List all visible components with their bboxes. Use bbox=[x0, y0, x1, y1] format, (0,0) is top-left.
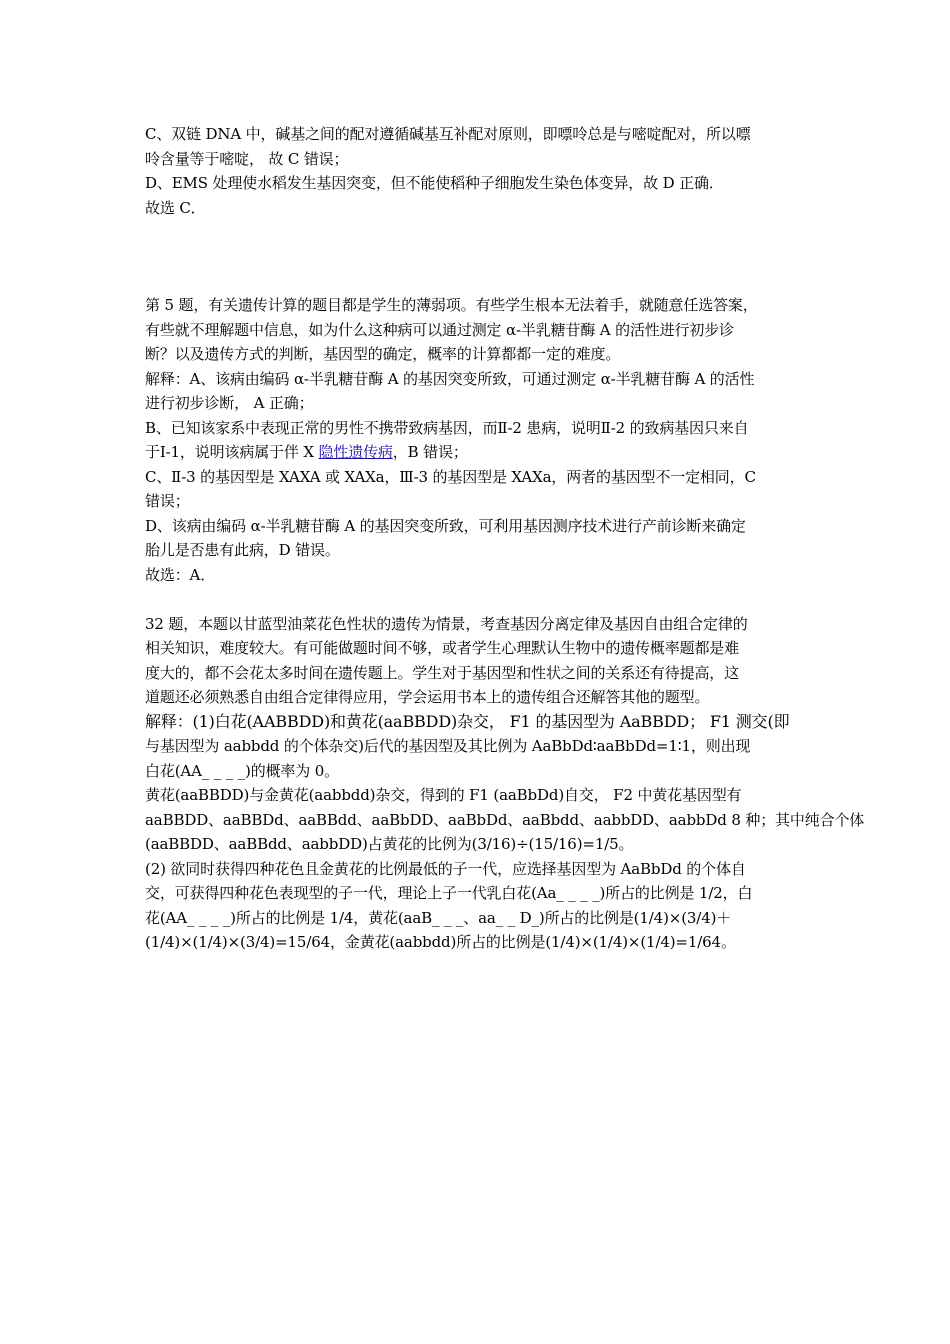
text-line: 花(AA_ _ _ _)所占的比例是 1/4，黄花(aaB_ _ _、aa_ _ D_)所占的比例是(1/4)×(3/4)＋ bbox=[145, 908, 732, 927]
text-line: 32 题，本题以甘蓝型油菜花色性状的遗传为情景，考查基因分离定律及基因自由组合定律的 bbox=[145, 614, 748, 633]
answer-block-c-d bbox=[145, 122, 808, 220]
document-page bbox=[145, 122, 865, 955]
text-line: D、EMS 处理使水稻发生基因突变，但不能使稻种子细胞发生染色体变异，故 D 正确． bbox=[145, 174, 724, 192]
text-line: (2) 欲同时获得四种花色且金黄花的比例最低的子一代，应选择基因型为 AaBbDd 的个体自 bbox=[145, 859, 746, 878]
text-line: 故选 C． bbox=[145, 198, 206, 217]
text-line: 第 5 题，有关遗传计算的题目都是学生的薄弱项。有些学生根本无法着手，就随意任选答案， bbox=[145, 296, 758, 314]
link-line-before: 于Ⅰ-1，说明该病属于伴 X bbox=[145, 443, 319, 461]
text-line: 道题还必须熟悉自由组合定律得应用，学会运用书本上的遗传组合还解答其他的题型。 bbox=[145, 688, 710, 706]
text-line bbox=[145, 440, 808, 465]
text-line: 进行初步诊断， A 正确； bbox=[145, 394, 314, 412]
text-line: 呤含量等于嘧啶， 故 C 错误； bbox=[145, 149, 349, 168]
text-line: 相关知识，难度较大。有可能做题时间不够，或者学生心理默认生物中的遗传概率题都是难 bbox=[145, 639, 740, 657]
text-line: 交，可获得四种花色表现型的子一代，理论上子一代乳白花(Aa_ _ _ _)所占的比例是 1/2，白 bbox=[145, 884, 753, 902]
text-line: (1/4)×(1/4)×(3/4)=15/64，金黄花(aabbdd)所占的比例是(1/4)×(1/4)×(1/4)=1/64。 bbox=[145, 933, 736, 951]
text-line: 胎儿是否患有此病，D 错误。 bbox=[145, 541, 340, 559]
link-line-after: ，B 错误； bbox=[392, 443, 468, 461]
text-line: B、已知该家系中表现正常的男性不携带致病基因，而Ⅱ-2 患病，说明Ⅱ-2 的致病基因只来自 bbox=[145, 418, 749, 437]
text-line: 断？以及遗传方式的判断，基因型的确定，概率的计算都都一定的难度。 bbox=[145, 345, 621, 363]
text-line: 与基因型为 aabbdd 的个体杂交)后代的基因型及其比例为 AaBbDd∶aaBbDd=1∶1，则出现 bbox=[145, 737, 751, 755]
text-line: aaBBDD、aaBBDd、aaBBdd、aaBbDD、aaBbDd、aaBbdd、aabbDD、aabbDd 8 种；其中纯合个体 bbox=[145, 810, 865, 829]
question-32-analysis bbox=[145, 612, 865, 955]
text-line: 白花(AA_ _ _ _)的概率为 0。 bbox=[145, 761, 339, 780]
question-5-analysis bbox=[145, 293, 808, 587]
text-line: 有些就不理解题中信息，如为什么这种病可以通过测定 α-半乳糖苷酶 A 的活性进行初步诊 bbox=[145, 320, 734, 339]
text-line: D、该病由编码 α-半乳糖苷酶 A 的基因突变所致，可利用基因测序技术进行产前诊断来确定 bbox=[145, 516, 746, 535]
text-line: 解释：A、该病由编码 α-半乳糖苷酶 A 的基因突变所致，可通过测定 α-半乳糖苷酶 A 的活性 bbox=[145, 369, 755, 388]
text-line: 错误； bbox=[145, 492, 190, 510]
text-line: (aaBBDD、aaBBdd、aabbDD)占黄花的比例为(3/16)÷(15/16)=1/5。 bbox=[145, 835, 634, 853]
text-line: C、Ⅱ-3 的基因型是 XAXA 或 XAXa，Ⅲ-3 的基因型是 XAXa，两者的基因型不一定相同，C bbox=[145, 467, 756, 486]
text-line: 黄花(aaBBDD)与金黄花(aabbdd)杂交，得到的 F1 (aaBbDd)自交， F2 中黄花基因型有 bbox=[145, 786, 742, 804]
text-line: C、双链 DNA 中，碱基之间的配对遵循碱基互补配对原则，即嘌呤总是与嘧啶配对，所以嘌 bbox=[145, 125, 751, 143]
recessive-inheritance-link[interactable]: 隐性遗传病 bbox=[318, 443, 393, 461]
text-line: 度大的，都不会花太多时间在遗传题上。学生对于基因型和性状之间的关系还有待提高，这 bbox=[145, 663, 740, 682]
text-line: 故选：A． bbox=[145, 565, 216, 584]
text-line: 解释：(1)白花(AABBDD)和黄花(aaBBDD)杂交， F1 的基因型为 AaBBDD； F1 测交(即 bbox=[145, 711, 790, 731]
